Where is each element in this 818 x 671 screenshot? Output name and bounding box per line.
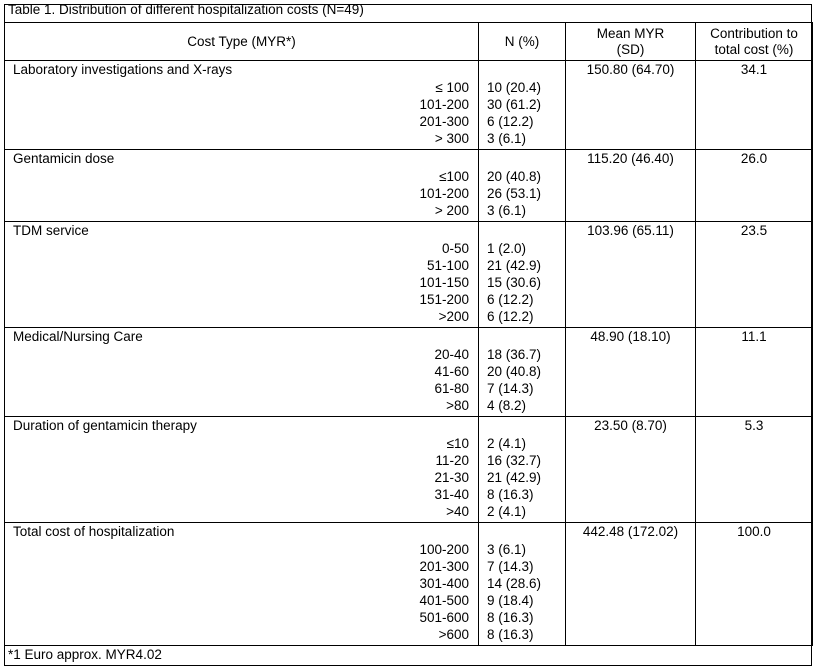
cost-group-row	[5, 61, 813, 150]
cost-range-row	[5, 363, 478, 380]
cost-range-row	[5, 558, 478, 575]
header-contribution-line2: total cost (%)	[714, 41, 794, 57]
mean-sd-cell: 115.20 (46.40)	[566, 150, 696, 222]
cost-range-label: ≤ 100	[435, 80, 469, 95]
cost-range-label: > 200	[434, 203, 469, 218]
cost-range-label: 101-150	[419, 275, 469, 290]
cost-range-label: 51-100	[426, 258, 469, 273]
cost-range-label: > 300	[434, 131, 469, 146]
header-n-pct: N (%)	[479, 23, 566, 61]
cost-range-label: 61-80	[434, 381, 469, 396]
cost-category-title: Medical/Nursing Care	[13, 329, 143, 344]
n-pct-value: 26 (53.1)	[487, 186, 542, 201]
header-mean-line1: Mean MYR	[596, 25, 665, 41]
contribution-cell: 11.1	[696, 328, 813, 417]
footnote: *1 Euro approx. MYR4.02	[8, 647, 162, 662]
cost-range-row	[5, 435, 478, 452]
cost-group-row	[5, 150, 813, 222]
cost-range-row	[5, 96, 478, 113]
cost-range-label: 11-20	[435, 453, 469, 468]
cost-range-label: >80	[446, 398, 469, 413]
cost-range-label: 31-40	[434, 487, 469, 502]
cost-range-row	[5, 291, 478, 308]
n-pct-cell	[479, 328, 566, 417]
cost-range-row	[5, 346, 478, 363]
n-pct-value: 8 (16.3)	[487, 610, 534, 625]
n-pct-value: 7 (14.3)	[487, 381, 534, 396]
n-pct-value: 8 (16.3)	[487, 627, 534, 642]
cost-range-label: 21-30	[434, 470, 469, 485]
cost-category-title: Laboratory investigations and X-rays	[13, 62, 233, 77]
cost-range-label: >600	[438, 627, 469, 642]
cost-range-row	[5, 486, 478, 503]
n-pct-value: 8 (16.3)	[487, 487, 534, 502]
cost-range-row	[5, 469, 478, 486]
n-pct-value: 21 (42.9)	[487, 470, 542, 485]
contribution-cell: 34.1	[696, 61, 813, 150]
n-pct-cell	[479, 222, 566, 328]
cost-group-row	[5, 523, 813, 646]
cost-category-title: Gentamicin dose	[13, 151, 115, 166]
n-pct-cell	[479, 417, 566, 523]
cost-range-label: 401-500	[419, 593, 469, 608]
header-cost-type: Cost Type (MYR*)	[5, 23, 479, 61]
cost-category-title: Duration of gentamicin therapy	[13, 418, 197, 433]
cost-table	[4, 22, 813, 646]
cost-range-row	[5, 185, 478, 202]
contribution-cell: 5.3	[696, 417, 813, 523]
n-pct-value: 6 (12.2)	[487, 114, 534, 129]
mean-sd-cell: 103.96 (65.11)	[566, 222, 696, 328]
n-pct-value: 2 (4.1)	[487, 504, 527, 519]
mean-sd-cell: 442.48 (172.02)	[566, 523, 696, 646]
cost-group-row	[5, 328, 813, 417]
cost-range-label: >200	[438, 309, 469, 324]
n-pct-cell	[479, 523, 566, 646]
cost-range-row	[5, 79, 478, 96]
mean-sd-cell: 150.80 (64.70)	[566, 61, 696, 150]
n-pct-value: 9 (18.4)	[487, 593, 534, 608]
cost-range-row	[5, 397, 478, 414]
cost-range-label: 501-600	[419, 610, 469, 625]
cost-range-label: ≤100	[439, 169, 469, 184]
n-pct-value: 3 (6.1)	[487, 131, 527, 146]
mean-sd-cell: 23.50 (8.70)	[566, 417, 696, 523]
cost-range-row	[5, 240, 478, 257]
cost-range-label: 201-300	[419, 559, 469, 574]
header-contribution-line1: Contribution to	[710, 25, 798, 41]
contribution-cell: 100.0	[696, 523, 813, 646]
n-pct-value: 20 (40.8)	[487, 364, 542, 379]
cost-range-row	[5, 626, 478, 643]
cost-range-row	[5, 503, 478, 520]
n-pct-value: 21 (42.9)	[487, 258, 542, 273]
cost-range-row	[5, 274, 478, 291]
cost-group-row	[5, 222, 813, 328]
cost-range-label: 20-40	[434, 347, 469, 362]
cost-range-label: 100-200	[419, 542, 469, 557]
n-pct-value: 10 (20.4)	[487, 80, 542, 95]
cost-range-label: 201-300	[419, 114, 469, 129]
cost-range-row	[5, 380, 478, 397]
n-pct-value: 6 (12.2)	[487, 309, 534, 324]
cost-range-row	[5, 592, 478, 609]
cost-range-label: 301-400	[419, 576, 469, 591]
n-pct-value: 30 (61.2)	[487, 97, 542, 112]
table-caption: Table 1. Distribution of different hospitalization costs (N=49)	[8, 2, 364, 17]
cost-range-row	[5, 168, 478, 185]
header-contribution	[696, 23, 813, 61]
cost-range-row	[5, 202, 478, 219]
cost-type-cell	[5, 150, 479, 222]
cost-range-label: ≤10	[446, 436, 469, 451]
cost-type-cell	[5, 328, 479, 417]
cost-range-row	[5, 609, 478, 626]
cost-range-row	[5, 257, 478, 274]
contribution-cell: 26.0	[696, 150, 813, 222]
n-pct-value: 4 (8.2)	[487, 398, 527, 413]
contribution-cell: 23.5	[696, 222, 813, 328]
n-pct-value: 16 (32.7)	[487, 453, 542, 468]
cost-type-cell	[5, 523, 479, 646]
cost-category-title: TDM service	[13, 223, 89, 238]
cost-type-cell	[5, 61, 479, 150]
cost-group-row	[5, 417, 813, 523]
n-pct-value: 15 (30.6)	[487, 275, 542, 290]
n-pct-value: 7 (14.3)	[487, 559, 534, 574]
n-pct-cell	[479, 61, 566, 150]
cost-range-label: 101-200	[419, 186, 469, 201]
cost-range-label: 101-200	[419, 97, 469, 112]
n-pct-value: 14 (28.6)	[487, 576, 542, 591]
cost-range-row	[5, 130, 478, 147]
cost-type-cell	[5, 222, 479, 328]
header-row	[5, 23, 813, 61]
cost-range-row	[5, 113, 478, 130]
cost-range-label: 151-200	[419, 292, 469, 307]
header-mean-line2: (SD)	[616, 41, 645, 57]
n-pct-value: 18 (36.7)	[487, 347, 542, 362]
cost-range-label: 0-50	[441, 241, 469, 256]
n-pct-value: 3 (6.1)	[487, 542, 527, 557]
cost-range-row	[5, 452, 478, 469]
cost-type-cell	[5, 417, 479, 523]
cost-range-row	[5, 308, 478, 325]
cost-range-row	[5, 541, 478, 558]
n-pct-value: 6 (12.2)	[487, 292, 534, 307]
header-mean	[566, 23, 696, 61]
table-body	[5, 61, 813, 646]
mean-sd-cell: 48.90 (18.10)	[566, 328, 696, 417]
n-pct-value: 1 (2.0)	[487, 241, 527, 256]
n-pct-value: 3 (6.1)	[487, 203, 527, 218]
cost-category-title: Total cost of hospitalization	[13, 524, 175, 539]
n-pct-value: 20 (40.8)	[487, 169, 542, 184]
cost-range-row	[5, 575, 478, 592]
cost-range-label: >40	[446, 504, 469, 519]
cost-range-label: 41-60	[434, 364, 469, 379]
n-pct-cell	[479, 150, 566, 222]
n-pct-value: 2 (4.1)	[487, 436, 527, 451]
